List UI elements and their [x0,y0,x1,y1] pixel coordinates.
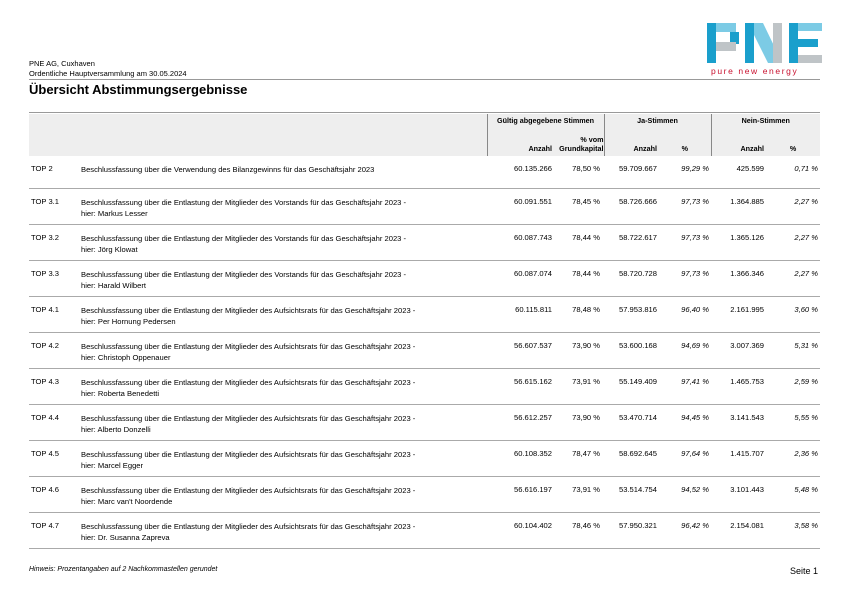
resolution-person: hier: Roberta Benedetti [81,388,160,398]
no-votes-pct: 2,59 % [766,368,820,404]
agenda-item: TOP 4.5 [29,440,81,476]
valid-votes-count: 60.104.402 [487,512,554,548]
no-votes-pct: 0,71 % [766,156,820,188]
agenda-item: TOP 4.2 [29,332,81,368]
yes-votes-pct: 99,29 % [659,156,711,188]
header-valid-pct-line1: % vom [580,135,604,144]
resolution-description [81,368,487,404]
yes-votes-count: 57.953.816 [604,296,659,332]
valid-votes-pct: 78,47 % [554,440,604,476]
resolution-description [81,260,487,296]
yes-votes-count: 59.709.667 [604,156,659,188]
page-number: Seite 1 [790,566,819,576]
table-row [29,440,820,476]
no-votes-pct: 5,48 % [766,476,820,512]
resolution-text: Beschlussfassung über die Entlastung der Mitglieder des Aufsichtsrats für das Geschäftsjahr 2023 - [81,413,416,423]
no-votes-pct: 2,27 % [766,224,820,260]
company-header [29,59,187,78]
table-row [29,476,820,512]
meeting-name: Ordentliche Hauptversammlung am 30.05.2024 [29,68,187,78]
header-blank [29,114,487,127]
resolution-text: Beschlussfassung über die Entlastung der Mitglieder des Aufsichtsrats für das Geschäftsjahr 2023 - [81,521,416,531]
rounding-note: Hinweis: Prozentangaben auf 2 Nachkommastellen gerundet [29,566,218,573]
header-valid-count: Anzahl [487,127,554,156]
resolution-text: Beschlussfassung über die Entlastung der Mitglieder des Aufsichtsrats für das Geschäftsjahr 2023 - [81,485,416,495]
no-votes-count: 425.599 [711,156,766,188]
yes-votes-count: 53.600.168 [604,332,659,368]
no-votes-count: 1.365.126 [711,224,766,260]
valid-votes-count: 56.607.537 [487,332,554,368]
no-votes-count: 3.007.369 [711,332,766,368]
agenda-item: TOP 3.1 [29,188,81,224]
no-votes-count: 1.415.707 [711,440,766,476]
agenda-item: TOP 2 [29,156,81,188]
resolution-person: hier: Marc van't Noordende [81,496,173,506]
valid-votes-count: 60.091.551 [487,188,554,224]
valid-votes-pct: 78,44 % [554,224,604,260]
table-row [29,156,820,188]
resolution-description [81,188,487,224]
logo-letter-p [707,23,739,63]
yes-votes-count: 53.470.714 [604,404,659,440]
no-votes-pct: 5,31 % [766,332,820,368]
page-title: Übersicht Abstimmungsergebnisse [29,82,248,97]
no-votes-pct: 3,58 % [766,512,820,548]
resolution-person: hier: Alberto Donzelli [81,424,151,434]
resolution-description [81,296,487,332]
header-no-votes: Nein-Stimmen [711,114,820,127]
valid-votes-pct: 78,46 % [554,512,604,548]
table-row [29,332,820,368]
logo-letter-n [745,23,782,63]
yes-votes-count: 58.722.617 [604,224,659,260]
valid-votes-count: 60.087.743 [487,224,554,260]
resolution-text: Beschlussfassung über die Entlastung der Mitglieder des Vorstands für das Geschäftsjahr 2023 - [81,269,407,279]
no-votes-count: 2.161.995 [711,296,766,332]
table-row [29,296,820,332]
no-votes-count: 2.154.081 [711,512,766,548]
header-no-count: Anzahl [711,127,766,156]
resolution-person: hier: Jörg Klowat [81,244,138,254]
resolution-person: hier: Marcel Egger [81,460,144,470]
valid-votes-count: 56.616.197 [487,476,554,512]
no-votes-count: 1.364.885 [711,188,766,224]
agenda-item: TOP 4.3 [29,368,81,404]
agenda-item: TOP 3.2 [29,224,81,260]
no-votes-pct: 2,36 % [766,440,820,476]
resolution-text: Beschlussfassung über die Entlastung der Mitglieder des Aufsichtsrats für das Geschäftsjahr 2023 - [81,305,416,315]
no-votes-pct: 2,27 % [766,188,820,224]
header-yes-count: Anzahl [604,127,659,156]
valid-votes-pct: 78,48 % [554,296,604,332]
valid-votes-count: 60.135.266 [487,156,554,188]
yes-votes-pct: 97,64 % [659,440,711,476]
agenda-item: TOP 4.6 [29,476,81,512]
resolution-person: hier: Per Hornung Pedersen [81,316,176,326]
voting-results-table [29,114,820,549]
resolution-person: hier: Harald Wilbert [81,280,146,290]
no-votes-pct: 5,55 % [766,404,820,440]
resolution-text: Beschlussfassung über die Entlastung der Mitglieder des Aufsichtsrats für das Geschäftsjahr 2023 - [81,449,416,459]
resolution-person: hier: Markus Lesser [81,208,148,218]
header-no-pct: % [766,127,820,156]
header-yes-pct: % [659,127,711,156]
resolution-description [81,476,487,512]
table-row [29,404,820,440]
table-row [29,188,820,224]
valid-votes-pct: 78,45 % [554,188,604,224]
company-name: PNE AG, Cuxhaven [29,59,95,68]
resolution-description [81,440,487,476]
no-votes-count: 3.101.443 [711,476,766,512]
no-votes-pct: 2,27 % [766,260,820,296]
header-divider [29,79,820,80]
valid-votes-pct: 78,44 % [554,260,604,296]
yes-votes-pct: 94,45 % [659,404,711,440]
agenda-item: TOP 4.7 [29,512,81,548]
table-row [29,368,820,404]
yes-votes-pct: 96,40 % [659,296,711,332]
no-votes-count: 1.366.346 [711,260,766,296]
valid-votes-count: 56.612.257 [487,404,554,440]
table-top-rule [29,112,820,113]
table-row [29,224,820,260]
resolution-person: hier: Dr. Susanna Zapreva [81,532,170,542]
resolution-text: Beschlussfassung über die Verwendung des Bilanzgewinns für das Geschäftsjahr 2023 [81,165,375,174]
valid-votes-pct: 73,91 % [554,476,604,512]
header-yes-votes: Ja-Stimmen [604,114,711,127]
valid-votes-count: 60.087.074 [487,260,554,296]
resolution-text: Beschlussfassung über die Entlastung der Mitglieder des Aufsichtsrats für das Geschäftsjahr 2023 - [81,341,416,351]
resolution-description [81,332,487,368]
agenda-item: TOP 4.4 [29,404,81,440]
yes-votes-pct: 97,73 % [659,188,711,224]
yes-votes-count: 58.726.666 [604,188,659,224]
table-row [29,512,820,548]
yes-votes-count: 58.692.645 [604,440,659,476]
resolution-person: hier: Christoph Oppenauer [81,352,171,362]
valid-votes-count: 56.615.162 [487,368,554,404]
yes-votes-pct: 97,73 % [659,224,711,260]
yes-votes-pct: 97,73 % [659,260,711,296]
yes-votes-count: 55.149.409 [604,368,659,404]
no-votes-count: 3.141.543 [711,404,766,440]
no-votes-pct: 3,60 % [766,296,820,332]
header-valid-pct-line2: Grundkapital [559,144,604,153]
header-blank-sub [29,127,487,156]
yes-votes-count: 53.514.754 [604,476,659,512]
agenda-item: TOP 4.1 [29,296,81,332]
agenda-item: TOP 3.3 [29,260,81,296]
valid-votes-pct: 73,90 % [554,404,604,440]
valid-votes-pct: 73,90 % [554,332,604,368]
header-valid-pct [554,127,604,156]
yes-votes-pct: 97,41 % [659,368,711,404]
logo-tagline: pure new energy [711,66,799,76]
yes-votes-count: 58.720.728 [604,260,659,296]
resolution-description [81,512,487,548]
resolution-text: Beschlussfassung über die Entlastung der Mitglieder des Aufsichtsrats für das Geschäftsjahr 2023 - [81,377,416,387]
resolution-text: Beschlussfassung über die Entlastung der Mitglieder des Vorstands für das Geschäftsjahr 2023 - [81,197,407,207]
valid-votes-count: 60.108.352 [487,440,554,476]
no-votes-count: 1.465.753 [711,368,766,404]
table-row [29,260,820,296]
logo-letter-e [789,23,822,63]
resolution-description [81,156,487,188]
header-valid-votes: Gültig abgegebene Stimmen [487,114,604,127]
sub-header-row [29,127,820,156]
resolution-description [81,224,487,260]
yes-votes-count: 57.950.321 [604,512,659,548]
valid-votes-pct: 78,50 % [554,156,604,188]
valid-votes-count: 60.115.811 [487,296,554,332]
resolution-description [81,404,487,440]
yes-votes-pct: 96,42 % [659,512,711,548]
yes-votes-pct: 94,69 % [659,332,711,368]
yes-votes-pct: 94,52 % [659,476,711,512]
valid-votes-pct: 73,91 % [554,368,604,404]
resolution-text: Beschlussfassung über die Entlastung der Mitglieder des Vorstands für das Geschäftsjahr 2023 - [81,233,407,243]
group-header-row [29,114,820,127]
